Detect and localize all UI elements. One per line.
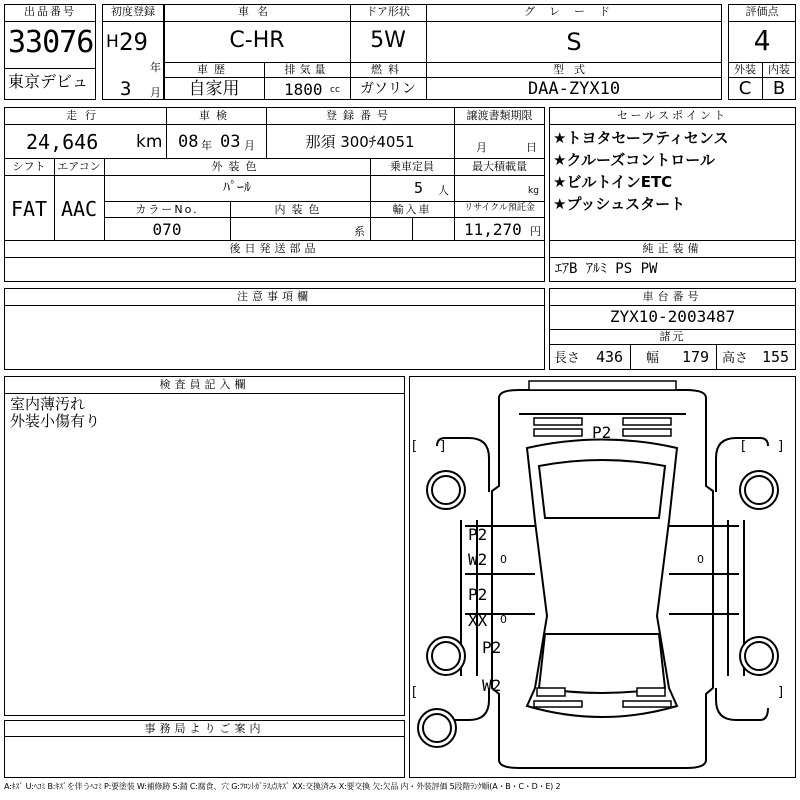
model-label: 型式 [553,63,595,76]
ac: AAC [60,197,98,221]
sales-point-item: ★トヨタセーフティセンス [553,129,729,147]
height-label: 高さ [722,351,749,366]
lot-no-label: 出品番号 [24,5,76,18]
mark-bracket: ] [778,439,784,454]
insp-month-unit: 月 [244,139,255,152]
load-label: 最大積載量 [472,160,527,173]
length: 436 [596,348,624,366]
shift-label: シフト [12,160,46,173]
month-unit: 月 [150,86,161,99]
transfer-day: 日 [526,141,537,154]
mark-zero: 0 [500,553,507,566]
recycle: 11,270 [464,220,522,239]
ext-label: 外装 [734,63,756,76]
displacement-unit: cc [330,85,340,95]
mark-rear-2: W2 [482,676,502,695]
insp-year-unit: 年 [201,139,212,152]
load-unit: kg [528,186,539,196]
year: 29 [119,28,148,56]
import-label: 輸入車 [392,203,432,216]
capacity-label: 乗車定員 [390,160,434,173]
grade: S [566,28,582,56]
era: H [106,32,119,52]
grade-label: グレード [524,5,624,18]
inspection-label: 車検 [199,109,233,122]
color: ﾊﾟｰﾙ [223,180,251,196]
mileage: 24,646 [26,130,99,154]
legend: A:ｷｽﾞ U:ﾍｺﾐ B:ｷｽﾞを伴うﾍｺﾐ P:要塗装 W:補修跡 S:錆 C:腐食、穴 G:ﾌﾛﾝﾄｶﾞﾗｽ点ｷｽﾞ XX:交換済み X:要交換 欠:欠品 内・外装評価 5段階ﾗﾝｸ順(A・B・C・D・E) 2 [4,782,561,791]
shift: FAT [10,197,48,221]
door: 5W [370,28,406,53]
int-rank: B [772,78,786,99]
recycle-label: リサイクル預託金 [464,203,535,213]
fuel: ガソリン [360,81,416,97]
mark-bracket: [ [412,439,418,454]
mark-bracket: ] [440,439,446,454]
mark-door-front-2: W2 [468,550,488,569]
reg-no: 那須 300ﾁ4051 [305,133,415,151]
recycle-unit: 円 [530,225,541,238]
width-label: 幅 [646,351,660,366]
chassis-value: ZYX10-2003487 [609,307,736,326]
inspector-label: 検査員記入欄 [159,378,250,391]
fuel-label: 燃料 [371,63,405,76]
mark-bracket: ] [778,685,784,700]
mark-zero: 0 [500,613,507,626]
mark-zero: 0 [697,553,704,566]
sales-points-label: セールスポイント [616,109,728,122]
int-label: 内装 [768,63,790,76]
car-name: C-HR [229,28,285,53]
office-label: 事務局よりご案内 [144,722,265,735]
first-reg-label: 初度登録 [111,5,155,18]
transfer-month: 月 [476,141,487,154]
capacity-unit: 人 [438,184,449,197]
equipment-label: 純正装備 [642,242,703,255]
score-label: 評価点 [745,5,779,18]
mark-door-rear-1: P2 [468,585,488,604]
insp-year: 08 [178,132,199,152]
parts-label: 後日発送部品 [229,242,320,255]
mark-door-rear-2: XX [468,611,488,630]
displacement-label: 排気量 [284,63,330,76]
height: 155 [762,348,790,366]
mileage-label: 走行 [66,109,104,122]
int-color-label: 内装色 [274,203,326,216]
ext-rank: C [738,78,752,99]
length-label: 長さ [554,351,581,366]
door-label: ドア形状 [366,5,410,18]
mark-rear-1: P2 [482,638,502,657]
width: 179 [682,348,710,366]
year-unit: 年 [150,61,161,74]
mileage-unit: km [136,132,163,152]
inspector-line: 外装小傷有り [10,412,101,430]
ac-label: エアコン [57,160,101,173]
sales-point-item: ★ビルトインETC [553,173,673,191]
equipment-value: ｴｱB ｱﾙﾐ PS PW [555,261,658,277]
mark-bracket: [ [741,439,747,454]
sales-point-item: ★プッシュスタート [553,195,686,213]
inspector-line: 室内薄汚れ [10,395,86,413]
color-no-label: カラーNo. [135,203,199,216]
insp-month: 03 [220,132,241,152]
history: 自家用 [188,79,240,99]
capacity: 5 [414,179,424,197]
transfer-label: 譲渡書類期限 [466,109,533,122]
int-color-unit: 系 [354,225,365,238]
sales-point-item: ★クルーズコントロール [553,151,715,169]
venue: 東京デビュ [8,72,89,91]
color-label: 外装色 [211,160,263,173]
lot-no: 33076 [8,25,94,60]
model: DAA-ZYX10 [527,79,621,99]
mark-door-front-1: P2 [468,525,488,544]
dims-label: 諸元 [659,330,686,343]
mark-bracket: [ [412,685,418,700]
score: 4 [753,24,771,57]
notes-label: 注意事項欄 [237,290,312,303]
month: 3 [120,78,132,100]
history-label: 車歴 [197,63,231,76]
chassis-label: 車台番号 [642,290,703,303]
car-name-label: 車名 [238,5,276,18]
color-no: 070 [152,220,182,239]
mark-top: P2 [592,423,612,442]
displacement: 1800 [284,80,323,99]
reg-no-label: 登録番号 [326,109,394,122]
